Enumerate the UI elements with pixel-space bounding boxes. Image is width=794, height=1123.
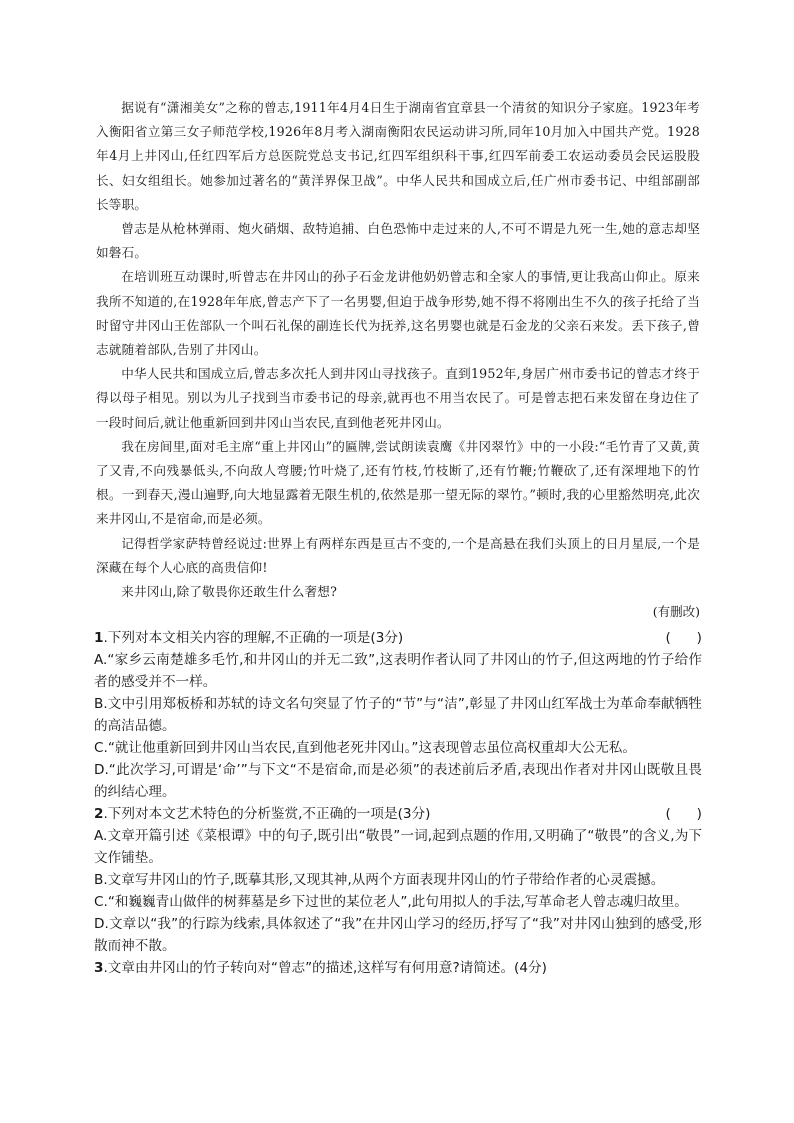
option-d: D.“此次学习,可谓是‘命’”与下文“不是宿命,而是必须”的表述前后矛盾,表现出作者对井冈山既敬且畏的纠结心理。	[94, 762, 702, 800]
passage-paragraph: 中华人民共和国成立后,曾志多次托人到井冈山寻找孩子。直到1952年,身居广州市委书记的曾志才终于得以母子相见。别以为儿子找到当市委书记的母亲,就再也不用当农民了。可是曾志把石来发留在身边住了一段时间后,就让他重新回到井冈山当农民,直到他老死井冈山。	[96, 366, 700, 430]
passage-paragraph: 据说有“潇湘美女”之称的曾志,1911年4月4日生于湖南省宜章县一个清贫的知识分子家庭。1923年考入衡阳省立第三女子师范学校,1926年8月考入湖南衡阳农民运动讲习所,同年10月加入中国共产党。1928年4月上井冈山,任红四军后方总医院党总支书记,红四军组织科干事,红四军前委工农运动委员会民运股股长、妇女组组长。她参加过著名的“黄洋界保卫战”。中华人民共和国成立后,任广州市委书记、中组部副部长等职。	[96, 100, 700, 212]
question-text: .下列对本文相关内容的理解,不正确的一项是(3分)	[103, 630, 404, 646]
question-stem	[94, 803, 702, 825]
answer-blank[interactable]: ( )	[665, 630, 702, 646]
question-stem	[94, 627, 702, 649]
passage-paragraph: 曾志是从枪林弹雨、炮火硝烟、敌特追捕、白色恐怖中走过来的人,不可不谓是九死一生,她的意志却坚如磐石。	[96, 221, 700, 261]
question-text: .下列对本文艺术特色的分析鉴赏,不正确的一项是(3分)	[103, 806, 431, 822]
option-b: B.文章写井冈山的竹子,既摹其形,又现其神,从两个方面表现井冈山的竹子带给作者的心灵震撼。	[94, 872, 665, 888]
source-note: (有删改)	[652, 604, 700, 619]
option-b: B.文中引用郑板桥和苏轼的诗文名句突显了竹子的“节”与“洁”,彰显了井冈山红军战士为革命奉献牺牲的高洁品德。	[94, 696, 702, 734]
question-number: 3	[94, 960, 104, 976]
passage-paragraph: 记得哲学家萨特曾经说过:世界上有两样东西是亘古不变的,一个是高悬在我们头顶上的日月星辰,一个是深藏在每个人心底的高贵信仰!	[96, 535, 700, 575]
answer-blank[interactable]: ( )	[665, 806, 702, 822]
option-a: A.“家乡云南楚雄多毛竹,和井冈山的并无二致”,这表明作者认同了井冈山的竹子,但这两地的竹子给作者的感受并不一样。	[94, 652, 702, 690]
question-2	[94, 803, 702, 957]
question-3	[94, 957, 702, 979]
question-1	[94, 627, 702, 803]
passage-paragraph: 我在房间里,面对毛主席“重上井冈山”的匾牌,尝试朗读袁鹰《井冈翠竹》中的一小段:“毛竹青了又黄,黄了又青,不向残暴低头,不向敌人弯腰;竹叶烧了,还有竹枝,竹枝断了,还有竹鞭;竹鞭砍了,还有深埋地下的竹根。一到春天,漫山遍野,向大地显露着无限生机的,依然是那一望无际的翠竹。”顿时,我的心里豁然明亮,此次来井冈山,不是宿命,而是必须。	[96, 438, 700, 527]
question-number: 1	[94, 630, 104, 646]
option-c: C.“就让他重新回到井冈山当农民,直到他老死井冈山。”这表现曾志虽位高权重却大公无私。	[94, 740, 636, 756]
question-list	[94, 627, 702, 979]
question-stem	[94, 957, 702, 979]
reading-passage	[96, 96, 700, 604]
question-number: 2	[94, 806, 104, 822]
question-text: .文章由井冈山的竹子转向对“曾志”的描述,这样写有何用意?请简述。(4分)	[103, 960, 547, 976]
passage-paragraph: 在培训班互动课时,听曾志在井冈山的孙子石金龙讲他奶奶曾志和全家人的事情,更让我高山仰止。原来我所不知道的,在1928年年底,曾志产下了一名男婴,但迫于战争形势,她不得不将刚出生不久的孩子托给了当时留守井冈山王佐部队一个叫石礼保的副连长代为抚养,这名男婴也就是石金龙的父亲石来发。丢下孩子,曾志就随着部队,告别了井冈山。	[96, 269, 700, 358]
option-a: A.文章开篇引述《菜根谭》中的句子,既引出“敬畏”一词,起到点题的作用,又明确了“敬畏”的含义,为下文作铺垫。	[94, 828, 702, 866]
passage-paragraph: 来井冈山,除了敬畏你还敢生什么奢想?	[121, 584, 338, 600]
option-c: C.“和巍巍青山做伴的树葬墓是乡下过世的某位老人”,此句用拟人的手法,写革命老人曾志魂归故里。	[94, 894, 688, 910]
option-d: D.文章以“我”的行踪为线索,具体叙述了“我”在井冈山学习的经历,抒写了“我”对井冈山独到的感受,形散而神不散。	[94, 916, 702, 954]
